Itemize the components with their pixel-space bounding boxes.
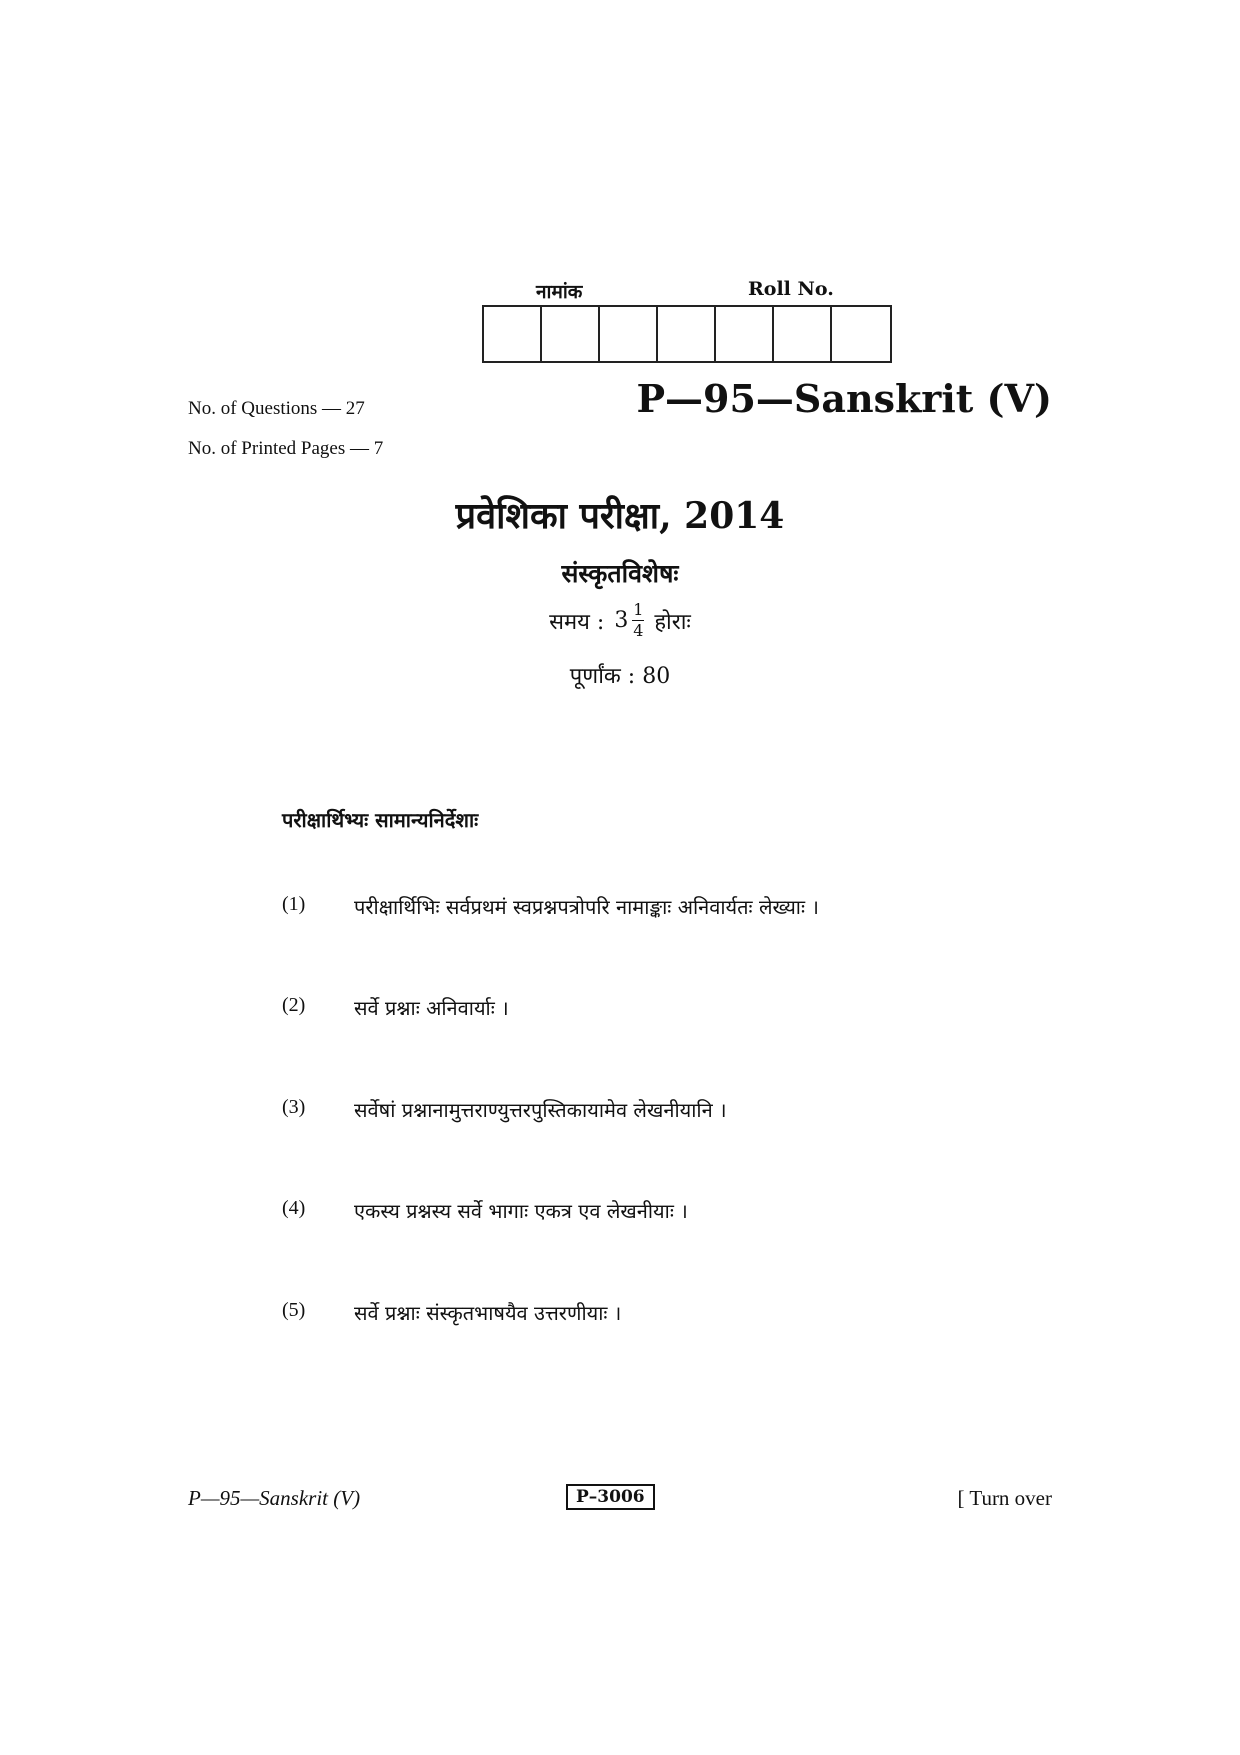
- instruction-number: (5): [282, 1299, 306, 1321]
- roll-label-english: Roll No.: [748, 278, 834, 300]
- instruction-text: परीक्षार्थिभिः सर्वप्रथमं स्वप्रश्नपत्रोपरि नामाङ्काः अनिवार्यतः लेख्याः ।: [354, 895, 819, 919]
- time-unit: होराः: [654, 609, 691, 635]
- paper-code: P—95—Sanskrit (V): [636, 376, 1052, 421]
- instruction-text: सर्वेषां प्रश्नानामुत्तराण्युत्तरपुस्तिकायामेव लेखनीयानि ।: [354, 1098, 727, 1122]
- max-marks: पूर्णांक : 80: [569, 664, 671, 689]
- instruction-text: सर्वे प्रश्नाः संस्कृतभाषयैव उत्तरणीयाः ।: [354, 1301, 622, 1325]
- time-allowed: [0, 602, 1240, 639]
- instruction-item: [282, 1299, 621, 1326]
- instruction-item: [282, 994, 509, 1021]
- instruction-item: [282, 1197, 688, 1224]
- roll-box[interactable]: [542, 307, 600, 361]
- num-printed-pages: No. of Printed Pages — 7: [188, 438, 384, 459]
- roll-box[interactable]: [716, 307, 774, 361]
- roll-label-hindi: नामांक: [536, 281, 583, 303]
- time-denominator: 4: [633, 621, 644, 640]
- instruction-number: (2): [282, 994, 306, 1016]
- roll-box[interactable]: [484, 307, 542, 361]
- instruction-text: सर्वे प्रश्नाः अनिवार्याः ।: [354, 996, 509, 1020]
- time-numerator: 1: [633, 600, 644, 619]
- exam-title: प्रवेशिका परीक्षा, 2014: [455, 495, 785, 537]
- turn-over-note: [ Turn over: [957, 1486, 1052, 1510]
- time-whole: 3: [614, 608, 629, 633]
- instruction-item: [282, 1096, 727, 1123]
- footer-serial-code: P–3006: [566, 1484, 655, 1510]
- time-label: समय :: [549, 609, 605, 635]
- roll-number-boxes[interactable]: [482, 305, 892, 363]
- time-fraction: [632, 602, 644, 639]
- instruction-text: एकस्य प्रश्नस्य सर्वे भागाः एकत्र एव लेखनीयाः ।: [354, 1199, 688, 1223]
- roll-box[interactable]: [774, 307, 832, 361]
- roll-box[interactable]: [658, 307, 716, 361]
- footer-paper-code: P—95—Sanskrit (V): [188, 1486, 361, 1510]
- instruction-number: (1): [282, 893, 306, 915]
- instructions-heading: परीक्षार्थिभ्यः सामान्यनिर्देशाः: [282, 808, 479, 832]
- num-questions: No. of Questions — 27: [188, 398, 365, 419]
- instruction-item: [282, 893, 819, 920]
- roll-box[interactable]: [832, 307, 890, 361]
- instruction-number: (3): [282, 1096, 306, 1118]
- instruction-number: (4): [282, 1197, 306, 1219]
- subject-title: संस्कृतविशेषः: [561, 559, 679, 588]
- roll-box[interactable]: [600, 307, 658, 361]
